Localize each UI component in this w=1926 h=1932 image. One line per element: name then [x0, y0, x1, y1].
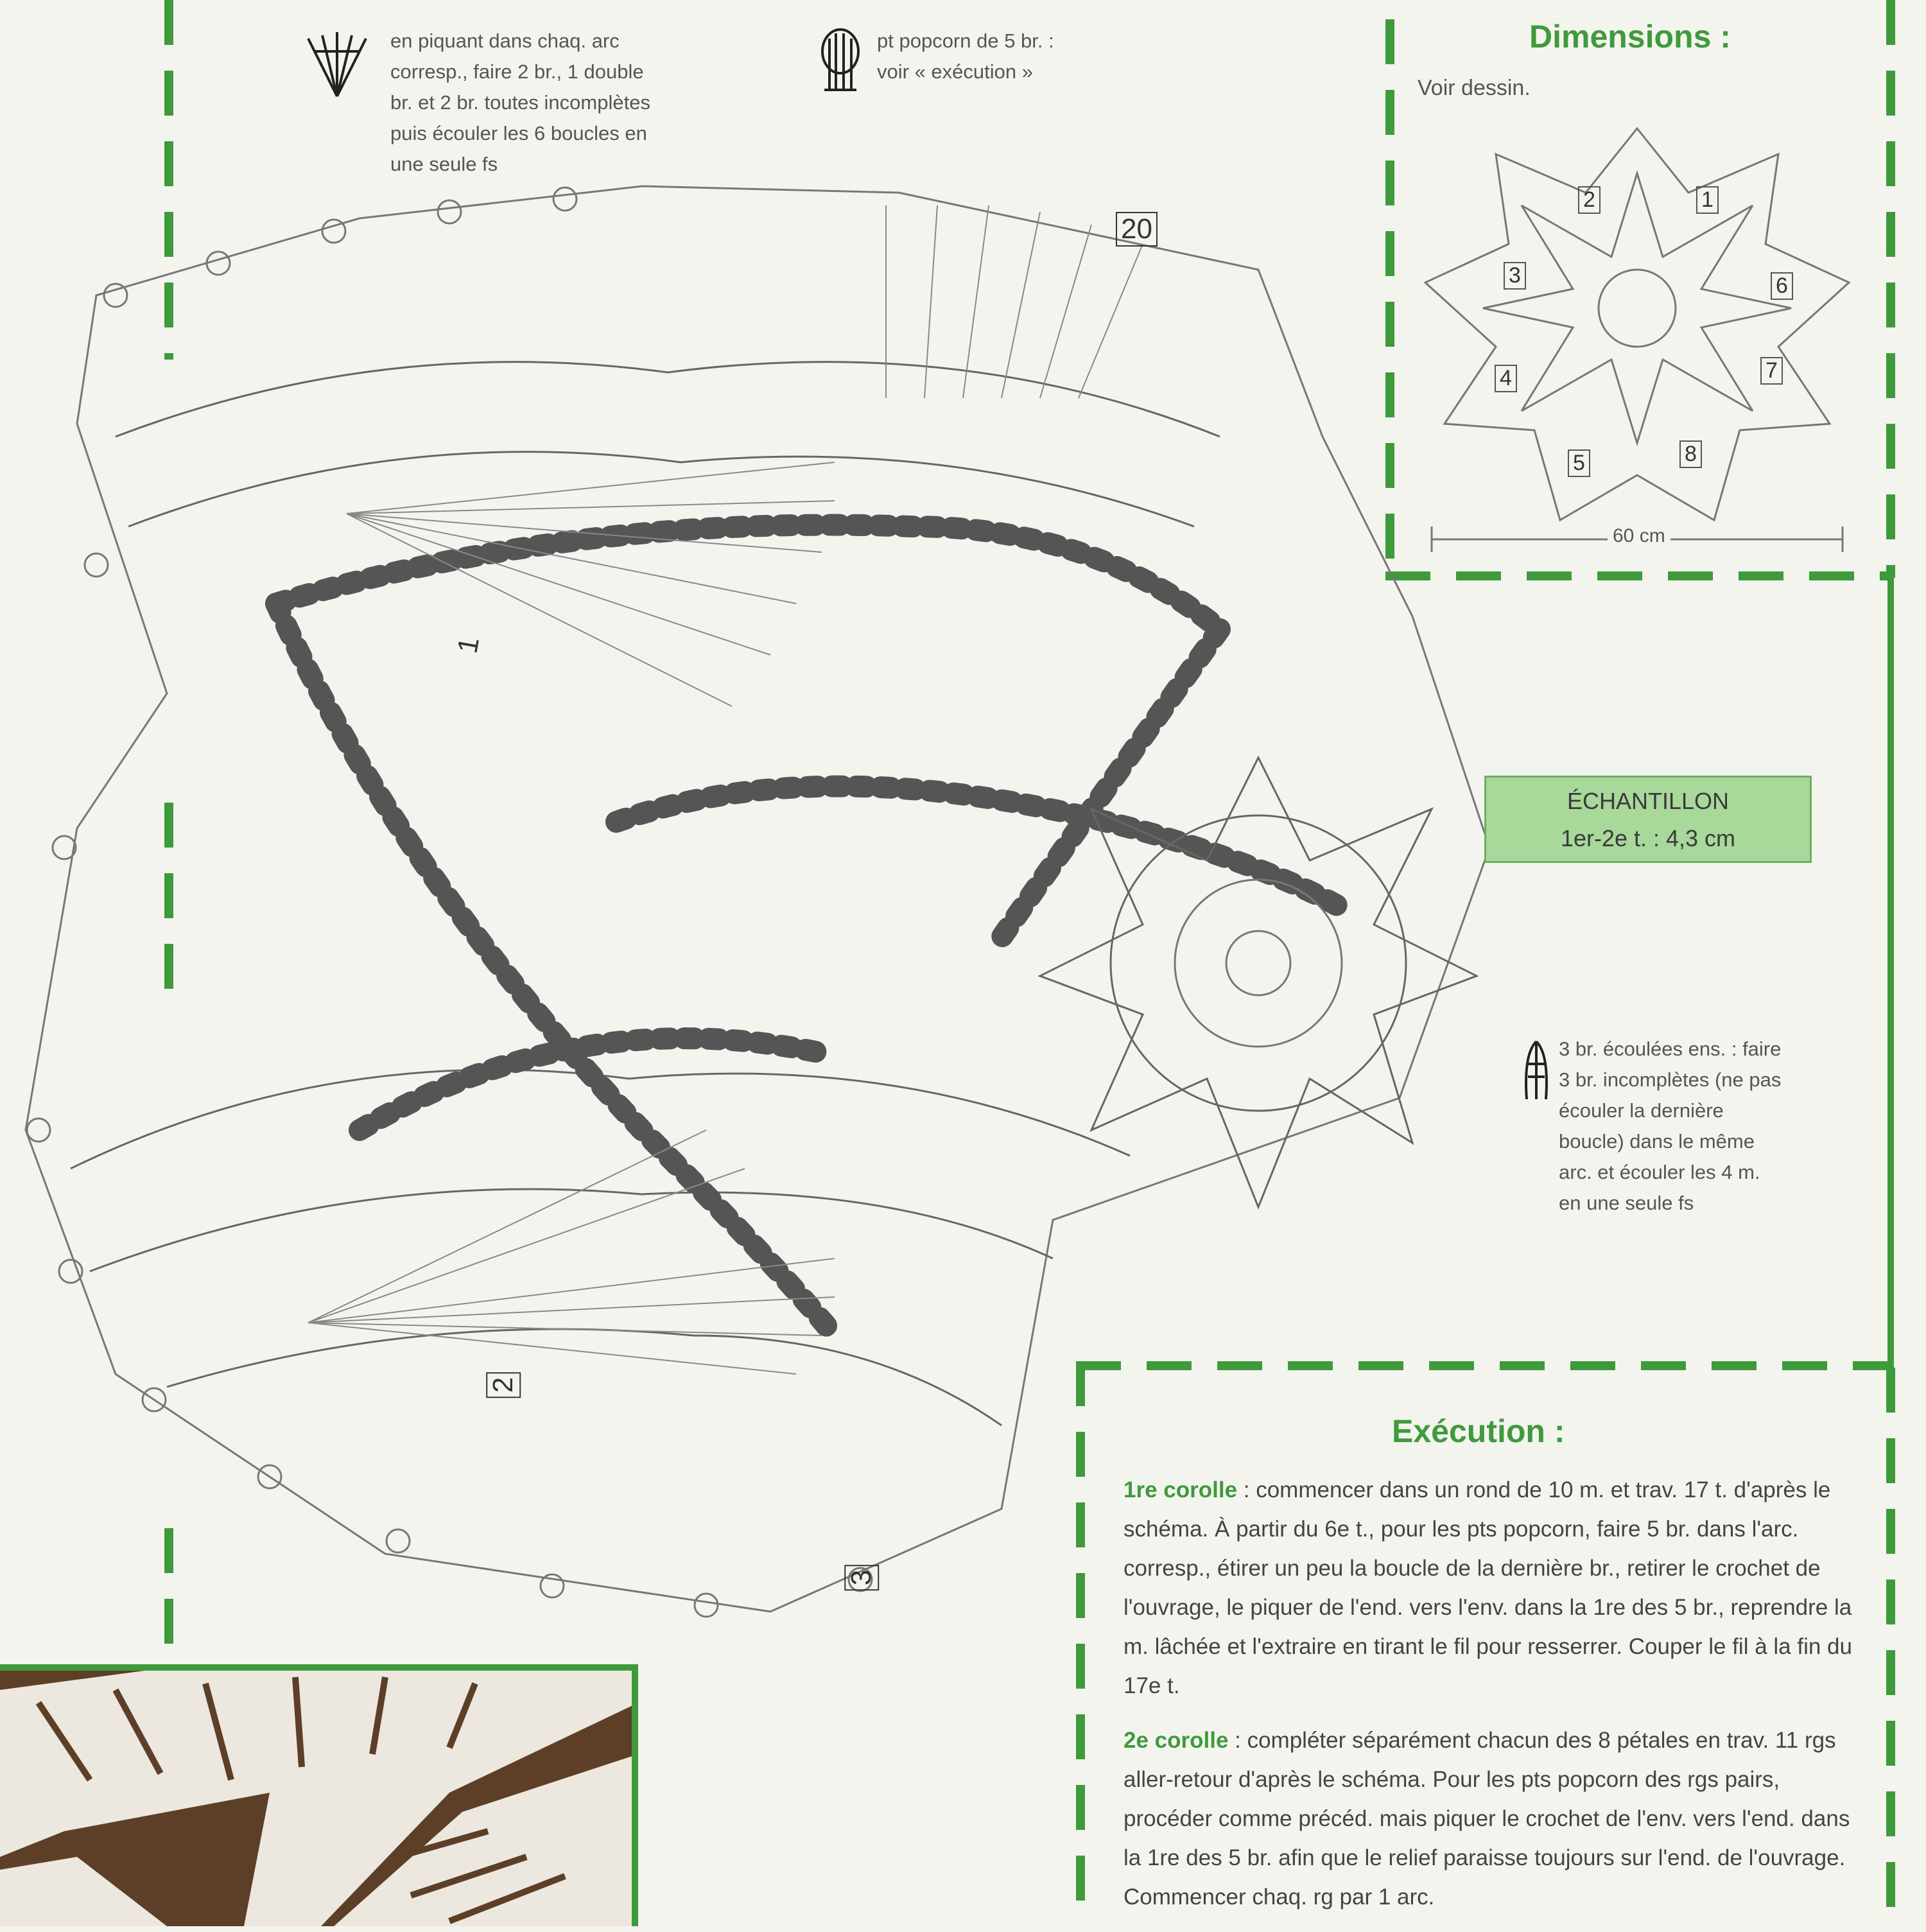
legend-text-3: 3 br. écoulées ens. : faire 3 br. incomplètes (ne pas écouler la dernière boucle) dans le même arc. et écouler les 4 m. en une seule fs [1559, 1038, 1782, 1214]
cluster-stitch-icon [1520, 1035, 1552, 1106]
chart-label-petal-2: 2 [486, 1372, 521, 1398]
doily-photo-image [0, 1664, 638, 1926]
execution-paragraph-2: 2e corolle : compléter séparément chacun des 8 pétales en trav. 11 rgs aller-retour d'après le schéma. Pour les pts popcorn des rgs pairs, procéder comme précéd. mais piquer le crochet de l'env. vers l'end. dans la 1re des 5 br. afin que le relief paraisse toujours sur l'end. de l'ouvrage. Commencer chaq. rg par 1 arc. [1124, 1728, 1850, 1910]
dimensions-box-right [1886, 0, 1895, 578]
execution-title: Exécution : [1392, 1413, 1565, 1449]
sample-box [1484, 776, 1812, 863]
execution-text [1124, 1470, 1855, 1932]
execution-box-right [1886, 1368, 1895, 1926]
legend-text-2: pt popcorn de 5 br. : voir « exécution » [877, 30, 1054, 83]
legend-text-1: en piquant dans chaq. arc corresp., faire 2 br., 1 double br. et 2 br. toutes incomplètes puis écouler les 6 boucles en une seule fs [390, 30, 650, 175]
triple-stitch-fan-icon [302, 26, 372, 103]
sample-title: ÉCHANTILLON [1566, 788, 1730, 814]
chart-label-petal-1: 1 [451, 634, 486, 656]
dimensions-diagram [1419, 116, 1855, 552]
chart-label-petal-3: 3 [844, 1565, 879, 1590]
sample-value: 1er-2e t. : 4,3 cm [1560, 825, 1736, 851]
dimensions-text: Voir dessin. [1418, 76, 1531, 100]
crochet-chart [0, 167, 1515, 1644]
chart-label-row-20: 20 [1116, 212, 1158, 247]
dimensions-measure: 60 cm [1608, 525, 1670, 547]
dimensions-title: Dimensions : [1529, 19, 1731, 55]
execution-paragraph-1: 1re corolle : commencer dans un rond de 10 m. et trav. 17 t. d'après le schéma. À partir du 6e t., pour les pts popcorn, faire 5 br. dans l'arc. corresp., étirer un peu la boucle de la dernière br., retirer le crochet de l'ouvrage, le piquer de l'end. vers l'env. dans la 1re des 5 br., reprendre la m. lâchée et l'extraire en tirant le fil pour resserrer. Couper le fil à la fin du 17e t. [1124, 1477, 1852, 1698]
doily-photo [0, 1664, 638, 1926]
right-frame-line [1887, 578, 1894, 1368]
popcorn-stitch-icon [818, 26, 863, 96]
